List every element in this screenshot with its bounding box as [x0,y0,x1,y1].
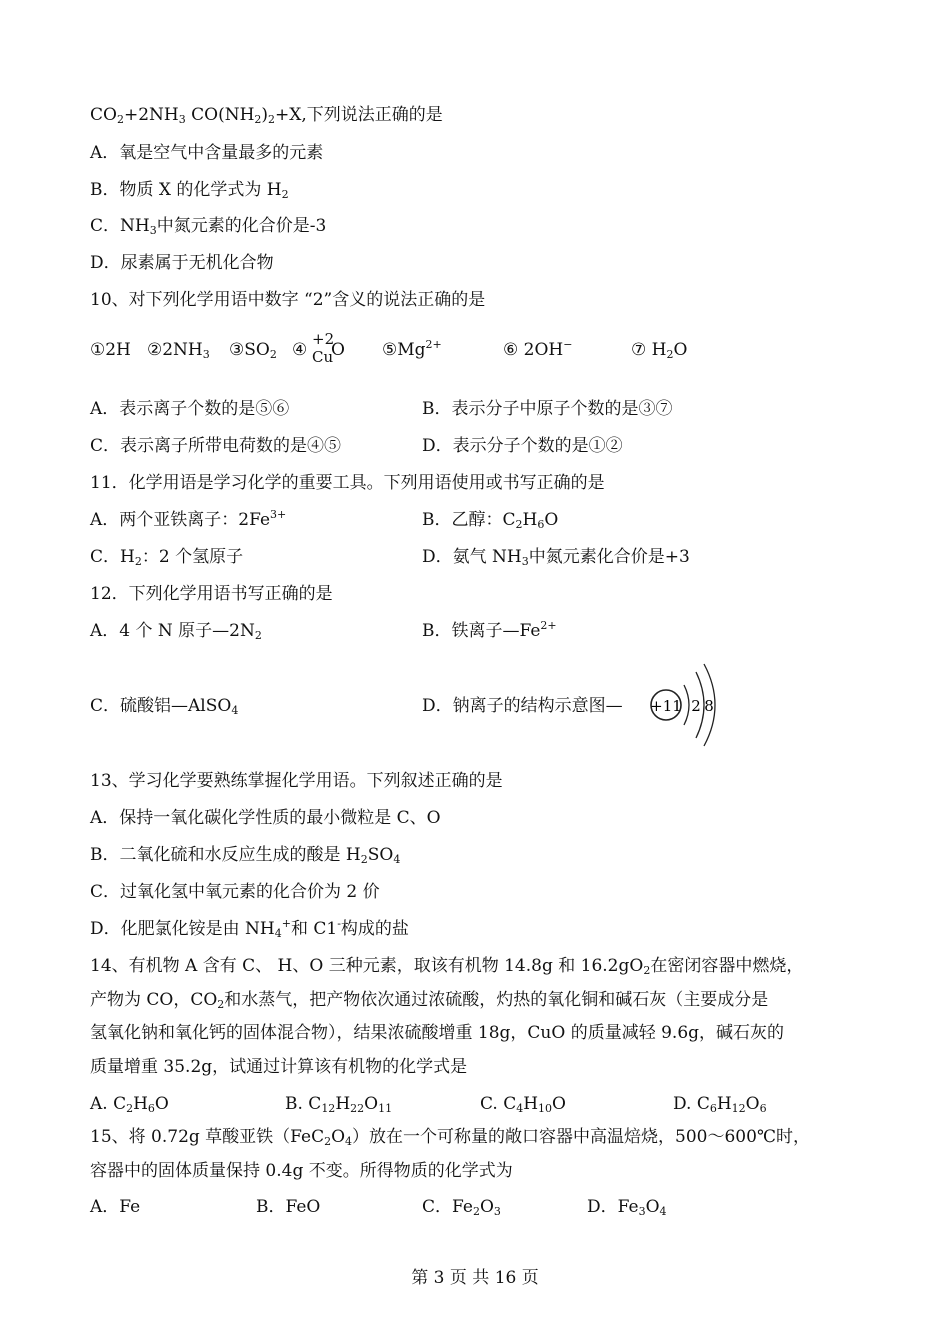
q12-stem: 12．下列化学用语书写正确的是 [90,584,333,604]
q15-option-c: C．$Fe_2O_3$ [422,1197,501,1218]
q15-line-2: 容器中的固体质量保持 0.4g 不变。所得物质的化学式为 [90,1161,513,1181]
q13-option-a: A．保持一氧化碳化学性质的最小微粒是 C、O [90,808,441,828]
q10-symbol-4-o: O [331,340,345,360]
q13-option-c: C．过氧化氢中氧元素的化合价为 2 价 [90,882,380,902]
q10-option-b: B．表示分子中原子个数的是③⑦ [422,399,673,419]
q10-option-a: A．表示离子个数的是⑤⑥ [90,399,290,419]
q13-stem: 13、学习化学要熟练掌握化学用语。下列叙述正确的是 [90,771,503,791]
q14-line-4: 质量增重 35.2g，试通过计算该有机物的化学式是 [90,1057,468,1077]
q15-option-d: D．$Fe_3O_4$ [587,1197,667,1218]
q10-symbol-7: ⑦ $H_2O$ [631,340,688,361]
q9-option-b: B．物质 X 的化学式为 $H_2$ [90,180,289,201]
q10-symbol-5: $⑤Mg^{2+}$ [382,338,442,360]
q14-line-1: 14、有机物 A 含有 C、 H、O 三种元素，取该有机物 14.8g 和 $16.2gO_2$在密闭容器中燃烧， [90,956,804,977]
q14-option-c: C. $C_4H_{10}O$ [480,1094,566,1115]
q14-option-a: A. $C_2H_6O$ [90,1094,169,1115]
q12-option-b: B．铁离子$—Fe^{2+}$ [422,619,557,641]
q10-option-c: C．表示离子所带电荷数的是④⑤ [90,436,342,456]
q11-option-c: C．$H_2$：2 个氢原子 [90,547,244,568]
q15-option-a: A．Fe [90,1197,141,1217]
q9-option-c: C．$NH_3$中氮元素的化合价是-3 [90,216,327,237]
q15-option-b: B．FeO [256,1197,321,1217]
q10-symbol-3: $③SO_2$ [229,340,277,361]
q14-line-2: 产物为 CO，$CO_2$和水蒸气，把产物依次通过浓硫酸，灼热的氧化铜和碱石灰（主要成分是 [90,990,769,1011]
q10-stem: 10、对下列化学用语中数字 “2”含义的说法正确的是 [90,290,486,310]
q10-symbol-1: ①2H [90,340,131,360]
q10-option-d: D．表示分子个数的是①② [422,436,623,456]
q10-symbol-2: $②2NH_3$ [147,340,210,361]
q14-option-b: B. $C_{12}H_{22}O_{11}$ [285,1094,393,1115]
q11-stem: 11．化学用语是学习化学的重要工具。下列用语使用或书写正确的是 [90,473,605,493]
q9-option-a: A．氧是空气中含量最多的元素 [90,143,324,163]
q10-symbol-6: ⑥ 2OH− [503,338,573,360]
q13-option-d: D．化肥氯化铵是由 $NH_4^+$和 C1-构成的盐 [90,917,409,940]
q10-symbol-4-num: ④ [292,340,308,360]
q15-line-1: 15、将 0.72g 草酸亚铁$(FeC_2O_4)$放在一个可称量的敞口容器中高温焙烧，500～600℃时， [90,1127,810,1148]
nucleus-label: +11 [650,697,682,715]
q13-option-b: B．二氧化硫和水反应生成的酸是 $H_2SO_4$ [90,845,401,866]
sodium-ion-structure-diagram [646,660,726,750]
q9-equation: $CO_2+2NH_3$ $CO(NH_2)_2+X$,下列说法正确的是 [90,105,443,126]
shell2-electrons: 8 [704,697,714,715]
q11-option-d: D．氨气 $NH_3$中氮元素化合价是+3 [422,547,690,568]
q10-symbol-4-valence: +2 Cu [312,330,335,366]
q11-option-b: B．乙醇：$C_2H_6O$ [422,510,559,531]
shell-arc-1 [684,685,689,725]
q12-option-d: D．钠离子的结构示意图— [422,696,623,716]
q12-option-c: C．硫酸铝—AlSO$_4$ [90,696,239,717]
shell1-electrons: 2 [691,697,701,715]
page-number-footer: 第 3 页 共 16 页 [411,1268,539,1288]
q11-option-a: A．两个亚铁离子：$2Fe^{3+}$ [90,508,287,530]
q14-line-3: 氢氧化钠和氧化钙的固体混合物），结果浓硫酸增重 18g，CuO 的质量减轻 9.6g，碱石灰的 [90,1023,785,1043]
q9-option-d: D．尿素属于无机化合物 [90,253,274,273]
q14-option-d: D. $C_6H_{12}O_6$ [673,1094,767,1115]
q12-option-a: A．4 个 N 原子$—2N_2$ [90,621,262,642]
